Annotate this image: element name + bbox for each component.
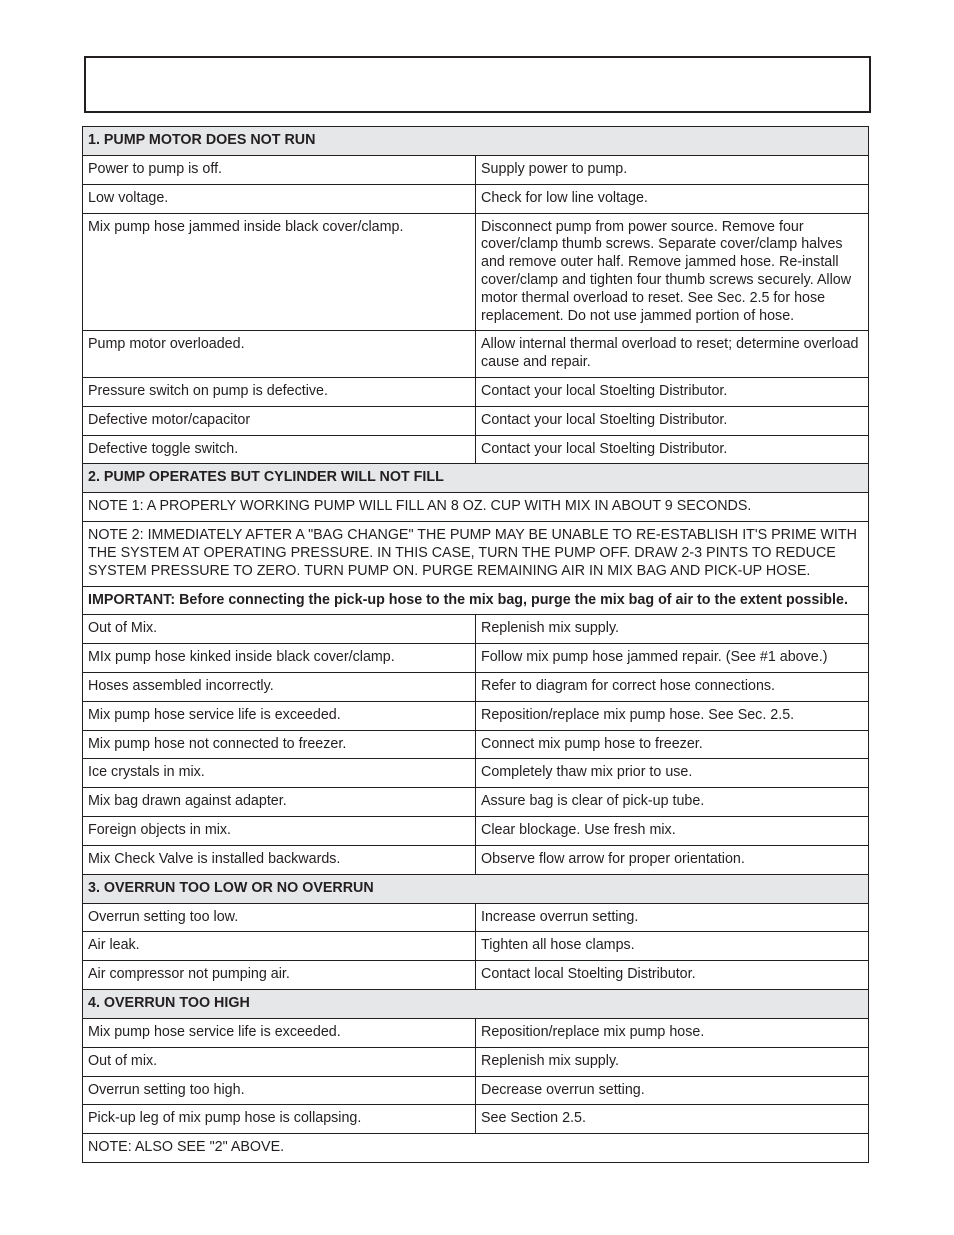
- problem-cell: Air compressor not pumping air.: [83, 961, 476, 990]
- problem-cell: Mix bag drawn against adapter.: [83, 788, 476, 817]
- problem-cell: Power to pump is off.: [83, 156, 476, 185]
- problem-cell: Foreign objects in mix.: [83, 816, 476, 845]
- table-row: [83, 406, 869, 435]
- table-row: [83, 672, 869, 701]
- table-row: [83, 1076, 869, 1105]
- table-row: [83, 759, 869, 788]
- table-row: [83, 932, 869, 961]
- problem-cell: Air leak.: [83, 932, 476, 961]
- table-row: [83, 816, 869, 845]
- remedy-cell: Connect mix pump hose to freezer.: [476, 730, 869, 759]
- remedy-cell: Disconnect pump from power source. Remove four cover/clamp thumb screws. Separate cover/clamp halves and remove outer half. Remove jammed hose. Re-install cover/clamp and tighten four thumb screws securely. Allow motor thermal overload to reset. See Sec. 2.5 for hose replacement. Do not use jammed portion of hose.: [476, 213, 869, 331]
- problem-cell: Mix Check Valve is installed backwards.: [83, 845, 476, 874]
- problem-cell: Overrun setting too low.: [83, 903, 476, 932]
- table-row: [83, 730, 869, 759]
- note-text: NOTE 1: A PROPERLY WORKING PUMP WILL FILL AN 8 OZ. CUP WITH MIX IN ABOUT 9 SECONDS.: [83, 493, 869, 522]
- section-heading-row: [83, 989, 869, 1018]
- header-box: [84, 56, 871, 113]
- remedy-cell: See Section 2.5.: [476, 1105, 869, 1134]
- table-row: [83, 615, 869, 644]
- section-heading-row: [83, 464, 869, 493]
- important-row: [83, 586, 869, 615]
- remedy-cell: Allow internal thermal overload to reset; determine overload cause and repair.: [476, 331, 869, 378]
- remedy-cell: Replenish mix supply.: [476, 615, 869, 644]
- remedy-cell: Reposition/replace mix pump hose.: [476, 1018, 869, 1047]
- note-row: [83, 522, 869, 586]
- problem-cell: Mix pump hose service life is exceeded.: [83, 701, 476, 730]
- troubleshooting-table: [82, 126, 869, 1163]
- problem-cell: Hoses assembled incorrectly.: [83, 672, 476, 701]
- note-row: [83, 1134, 869, 1163]
- remedy-cell: Contact your local Stoelting Distributor.: [476, 435, 869, 464]
- remedy-cell: Decrease overrun setting.: [476, 1076, 869, 1105]
- problem-cell: Overrun setting too high.: [83, 1076, 476, 1105]
- table-row: [83, 1105, 869, 1134]
- table-row: [83, 213, 869, 331]
- problem-cell: Defective toggle switch.: [83, 435, 476, 464]
- remedy-cell: Contact your local Stoelting Distributor.: [476, 377, 869, 406]
- problem-cell: Pick-up leg of mix pump hose is collapsing.: [83, 1105, 476, 1134]
- table-row: [83, 331, 869, 378]
- remedy-cell: Follow mix pump hose jammed repair. (See #1 above.): [476, 644, 869, 673]
- table-row: [83, 903, 869, 932]
- problem-cell: Pump motor overloaded.: [83, 331, 476, 378]
- remedy-cell: Observe flow arrow for proper orientation.: [476, 845, 869, 874]
- problem-cell: Low voltage.: [83, 184, 476, 213]
- table-row: [83, 644, 869, 673]
- problem-cell: Pressure switch on pump is defective.: [83, 377, 476, 406]
- remedy-cell: Contact your local Stoelting Distributor.: [476, 406, 869, 435]
- remedy-cell: Assure bag is clear of pick-up tube.: [476, 788, 869, 817]
- table-row: [83, 1047, 869, 1076]
- important-text: IMPORTANT: Before connecting the pick-up hose to the mix bag, purge the mix bag of air to the extent possible.: [83, 586, 869, 615]
- problem-cell: Out of mix.: [83, 1047, 476, 1076]
- remedy-cell: Refer to diagram for correct hose connections.: [476, 672, 869, 701]
- problem-cell: Ice crystals in mix.: [83, 759, 476, 788]
- problem-cell: Mix pump hose jammed inside black cover/clamp.: [83, 213, 476, 331]
- table-row: [83, 701, 869, 730]
- note-text: NOTE 2: IMMEDIATELY AFTER A "BAG CHANGE" THE PUMP MAY BE UNABLE TO RE-ESTABLISH IT'S PRIME WITH THE SYSTEM AT OPERATING PRESSURE. IN THIS CASE, TURN THE PUMP OFF. DRAW 2-3 PINTS TO REDUCE SYSTEM PRESSURE TO ZERO. TURN PUMP ON. PURGE REMAINING AIR IN MIX BAG AND PICK-UP HOSE.: [83, 522, 869, 586]
- note-row: [83, 493, 869, 522]
- remedy-cell: Reposition/replace mix pump hose. See Sec. 2.5.: [476, 701, 869, 730]
- problem-cell: Defective motor/capacitor: [83, 406, 476, 435]
- problem-cell: MIx pump hose kinked inside black cover/clamp.: [83, 644, 476, 673]
- remedy-cell: Increase overrun setting.: [476, 903, 869, 932]
- remedy-cell: Completely thaw mix prior to use.: [476, 759, 869, 788]
- problem-cell: Mix pump hose service life is exceeded.: [83, 1018, 476, 1047]
- table-row: [83, 1018, 869, 1047]
- remedy-cell: Check for low line voltage.: [476, 184, 869, 213]
- remedy-cell: Replenish mix supply.: [476, 1047, 869, 1076]
- table-row: [83, 377, 869, 406]
- table-row: [83, 845, 869, 874]
- section-heading-row: [83, 874, 869, 903]
- remedy-cell: Contact local Stoelting Distributor.: [476, 961, 869, 990]
- table-row: [83, 961, 869, 990]
- table-row: [83, 184, 869, 213]
- footer-note: NOTE: ALSO SEE "2" ABOVE.: [83, 1134, 869, 1163]
- table-row: [83, 435, 869, 464]
- problem-cell: Out of Mix.: [83, 615, 476, 644]
- remedy-cell: Clear blockage. Use fresh mix.: [476, 816, 869, 845]
- section-heading: 2. PUMP OPERATES BUT CYLINDER WILL NOT FILL: [83, 464, 869, 493]
- section-heading: 4. OVERRUN TOO HIGH: [83, 989, 869, 1018]
- section-heading: 1. PUMP MOTOR DOES NOT RUN: [83, 127, 869, 156]
- problem-cell: Mix pump hose not connected to freezer.: [83, 730, 476, 759]
- remedy-cell: Supply power to pump.: [476, 156, 869, 185]
- table-row: [83, 788, 869, 817]
- table-row: [83, 156, 869, 185]
- section-heading-row: [83, 127, 869, 156]
- section-heading: 3. OVERRUN TOO LOW OR NO OVERRUN: [83, 874, 869, 903]
- remedy-cell: Tighten all hose clamps.: [476, 932, 869, 961]
